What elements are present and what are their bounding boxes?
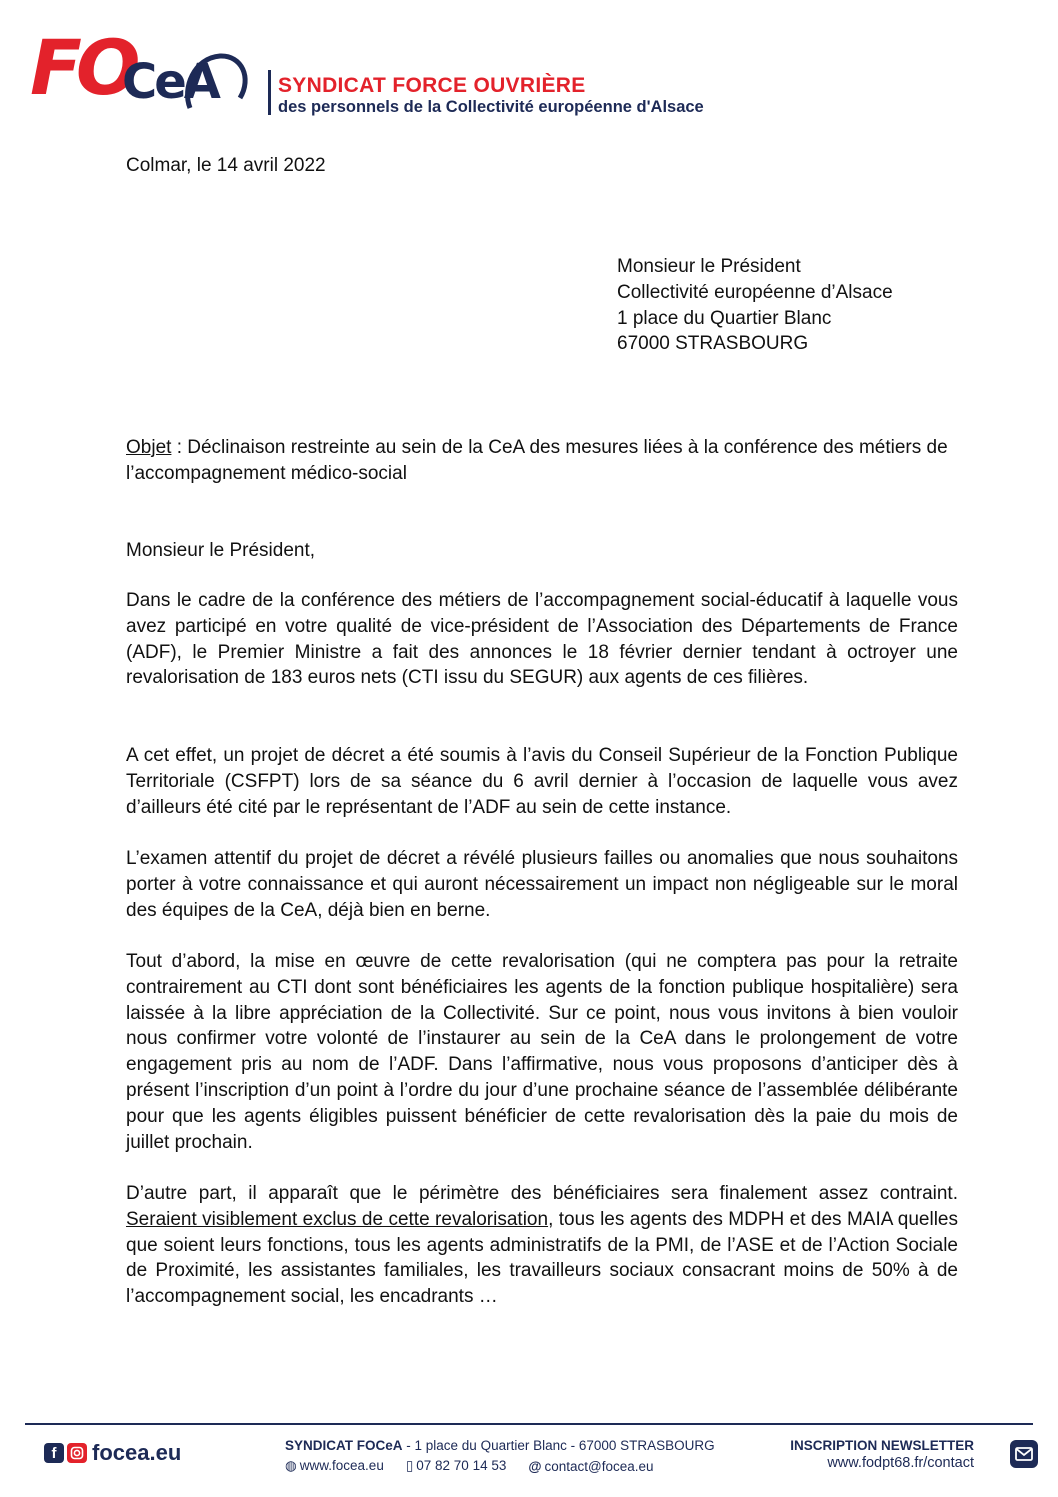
- footer-org-address: - 1 place du Quartier Blanc - 67000 STRASBOURG: [402, 1438, 715, 1453]
- header-subtitle: des personnels de la Collectivité européenne d'Alsace: [278, 98, 704, 116]
- instagram-icon[interactable]: [67, 1443, 87, 1463]
- subject-text: : Déclinaison restreinte au sein de la CeA des mesures liées à la conférence des métiers de l’accompagnement médico-social: [126, 437, 948, 484]
- letter-paragraph: [126, 588, 958, 691]
- recipient-address: [617, 254, 893, 357]
- newsletter-title: INSCRIPTION NEWSLETTER: [790, 1438, 974, 1453]
- paragraph-text: Dans le cadre de la conférence des métiers de l’accompagnement social-éducatif à laquelle vous avez participé en votre qualité de vice-président de l’Association des Départements de France (ADF), le Premier Ministre a fait des annonces le 18 février dernier tendant à octroyer une revalorisation de 183 euros nets (CTI issu du SEGUR) aux agents de ces filières.: [126, 590, 958, 689]
- logo-swoosh-icon: [180, 48, 252, 120]
- footer-contact: [285, 1438, 725, 1474]
- focea-logo: [30, 23, 260, 125]
- paragraph-rest: , tous les agents des MDPH et des MAIA quelles que soient leurs fonctions, tous les agents administratifs de la PMI, de l’ASE et de l’Action Sociale de Proximité, les assistantes familiales, les travailleurs sociaux consacrant moins de 50% à de l’accompagnement social, les encadrants …: [126, 1208, 958, 1308]
- recipient-line: 67000 STRASBOURG: [617, 333, 809, 355]
- paragraph-text: Tout d’abord, la mise en œuvre de cette revalorisation (qui ne comptera pas pour la retraite contrairement au CTI dont sont bénéficiaires les agents de la fonction publique hospitalière) sera laissée à la libre appréciation de la Collectivité. Sur ce point, nous vous invitons à bien vouloir nous confirmer votre volonté de l’instaurer au sein de la CeA dans le prolongement de votre engagement pris au nom de l’ADF. Dans l’affirmative, nous vous proposons d’anticiper dès à présent l’inscription d’un point à l’ordre du jour d’une prochaine séance de l’assemblée délibérante pour que les agents éligibles puissent bénéficier de cette revalorisation dès la paie du mois de juillet prochain.: [126, 951, 958, 1153]
- footer-org: [285, 1438, 725, 1453]
- footer-phone[interactable]: [406, 1458, 507, 1474]
- logo-fo-text: FO: [30, 23, 135, 112]
- footer-site-link[interactable]: focea.eu: [92, 1440, 182, 1465]
- header-title: SYNDICAT FORCE OUVRIÈRE: [278, 74, 586, 97]
- paragraph-intro: D’autre part, il apparaît que le périmètre des bénéficiaires sera finalement assez contraint.: [126, 1183, 958, 1204]
- letter-paragraph: [126, 1181, 958, 1310]
- recipient-line: 1 place du Quartier Blanc: [617, 307, 832, 329]
- footer-org-name: SYNDICAT FOCeA: [285, 1438, 403, 1453]
- mail-icon[interactable]: [1010, 1440, 1038, 1468]
- footer-email[interactable]: [528, 1459, 653, 1474]
- footer-divider: [25, 1423, 1033, 1425]
- footer-web-text: www.focea.eu: [299, 1458, 384, 1473]
- letter-paragraph: [126, 846, 958, 923]
- footer-social: [44, 1440, 181, 1466]
- footer-newsletter: [790, 1438, 974, 1471]
- paragraph-text: [126, 1181, 958, 1310]
- at-icon: @: [528, 1458, 542, 1474]
- logo-cea-text: CeA: [122, 54, 218, 110]
- letter-subject: [126, 435, 956, 487]
- footer-web[interactable]: [285, 1458, 384, 1474]
- letter-paragraph: [126, 949, 958, 1155]
- salutation: Monsieur le Président,: [126, 540, 316, 561]
- letter-paragraph: [126, 743, 958, 820]
- footer-email-text: contact@focea.eu: [544, 1458, 654, 1474]
- globe-icon: ◍: [285, 1458, 297, 1473]
- phone-icon: ▯: [405, 1458, 414, 1473]
- paragraph-text: A cet effet, un projet de décret a été soumis à l’avis du Conseil Supérieur de la Fonction Publique Territoriale (CSFPT) lors de sa séance du 6 avril dernier à l’occasion de laquelle vous avez d’ailleurs été cité par le représentant de l’ADF au sein de cette instance.: [126, 745, 958, 818]
- facebook-icon[interactable]: f: [44, 1443, 64, 1463]
- footer-phone-text: 07 82 70 14 53: [416, 1458, 507, 1473]
- subject-label: Objet: [126, 437, 172, 458]
- newsletter-link[interactable]: www.fodpt68.fr/contact: [827, 1455, 974, 1471]
- recipient-line: Collectivité européenne d’Alsace: [617, 281, 893, 303]
- paragraph-text: L’examen attentif du projet de décret a révélé plusieurs failles ou anomalies que nous souhaitons porter à votre connaissance et qui auront nécessairement un impact non négligeable sur le moral des équipes de la CeA, déjà bien en berne.: [126, 848, 958, 921]
- paragraph-underlined: Seraient visiblement exclus de cette revalorisation: [126, 1208, 549, 1230]
- header-divider: [268, 70, 271, 115]
- recipient-line: Monsieur le Président: [617, 256, 801, 277]
- letter-date: Colmar, le 14 avril 2022: [126, 155, 326, 176]
- letterhead: [30, 23, 790, 125]
